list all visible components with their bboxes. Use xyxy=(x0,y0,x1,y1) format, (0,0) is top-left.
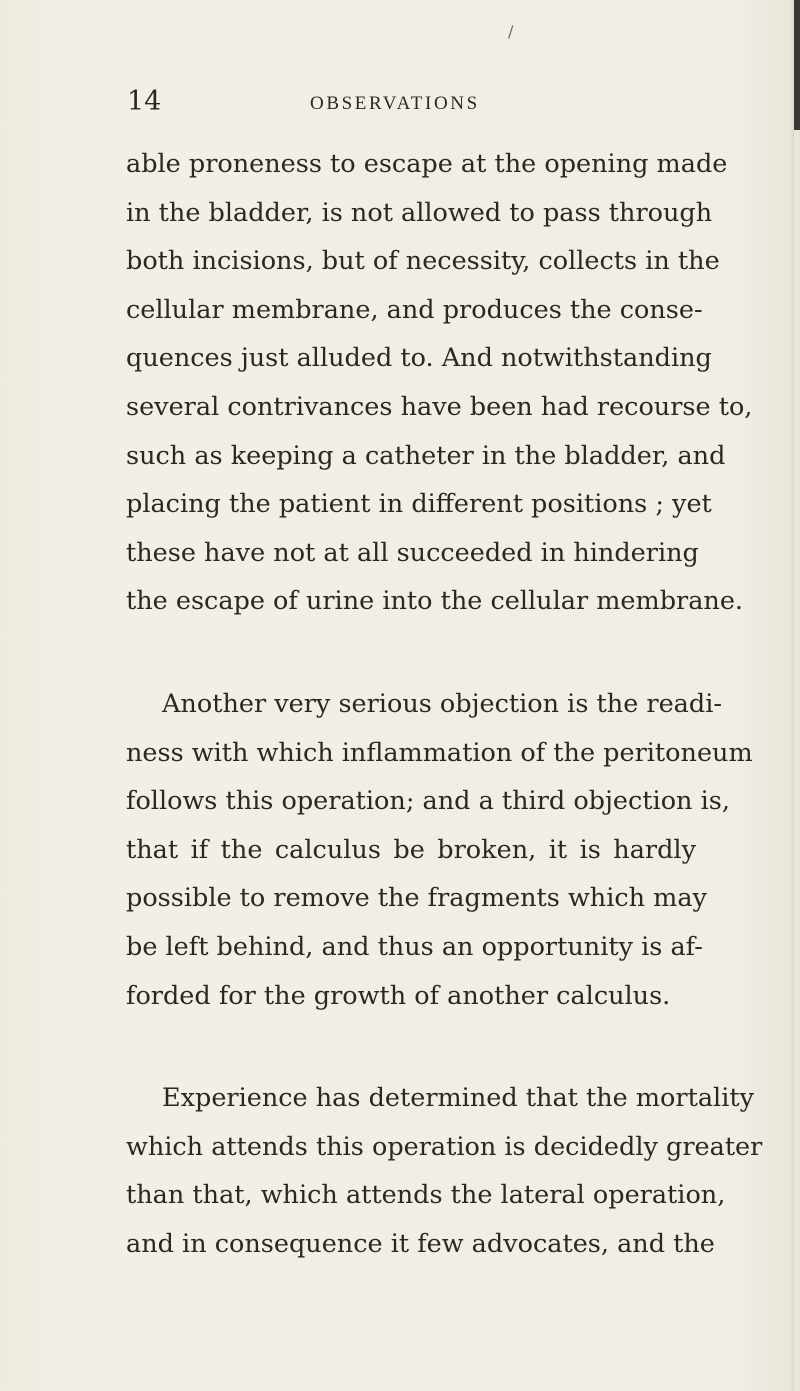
text-line: such as keeping a catheter in the bladder, and xyxy=(126,440,726,471)
text-line: forded for the growth of another calculus. xyxy=(126,980,671,1011)
text-line: several contrivances have been had recourse to, xyxy=(126,391,753,422)
text-line: Experience has determined that the mortality xyxy=(162,1083,755,1114)
text-line: possible to remove the fragments which may xyxy=(126,883,707,914)
text-line: ness with which inflammation of the peritoneum xyxy=(126,737,753,768)
paragraph-1 xyxy=(126,140,753,626)
text-line: Another very serious objection is the readi- xyxy=(162,688,722,719)
text-line: follows this operation; and a third objection is, xyxy=(126,786,730,817)
page-header xyxy=(127,84,687,120)
page-edge-shadow xyxy=(794,0,800,130)
paragraph-gap xyxy=(126,626,696,680)
text-line: that if the calculus be broken, it is hardly xyxy=(126,834,696,865)
text-line: these have not at all succeeded in hindering xyxy=(126,537,699,568)
text-line: cellular membrane, and produces the conse- xyxy=(126,294,703,325)
body-text xyxy=(126,140,763,1268)
text-line: the escape of urine into the cellular membrane. xyxy=(126,586,744,617)
text-line: both incisions, but of necessity, collects in the xyxy=(126,246,720,277)
text-line: and in consequence it few advocates, and the xyxy=(126,1228,715,1259)
text-line: than that, which attends the lateral operation, xyxy=(126,1180,726,1211)
text-line: in the bladder, is not allowed to pass through xyxy=(126,197,713,228)
top-mark: / xyxy=(508,22,514,41)
page-edge-gradient xyxy=(790,0,794,1391)
paragraph-2 xyxy=(126,680,753,1020)
text-line: quences just alluded to. And notwithstanding xyxy=(126,343,712,374)
text-line: able proneness to escape at the opening made xyxy=(126,149,728,179)
page-number: 14 xyxy=(127,86,162,117)
text-line: placing the patient in different positions ; yet xyxy=(126,489,712,520)
paragraph-gap xyxy=(126,1020,696,1074)
running-title: OBSERVATIONS xyxy=(310,93,480,114)
paragraph-3 xyxy=(126,1074,763,1268)
text-line: be left behind, and thus an opportunity is af- xyxy=(126,931,703,962)
text-line: which attends this operation is decidedly greater xyxy=(126,1131,763,1162)
